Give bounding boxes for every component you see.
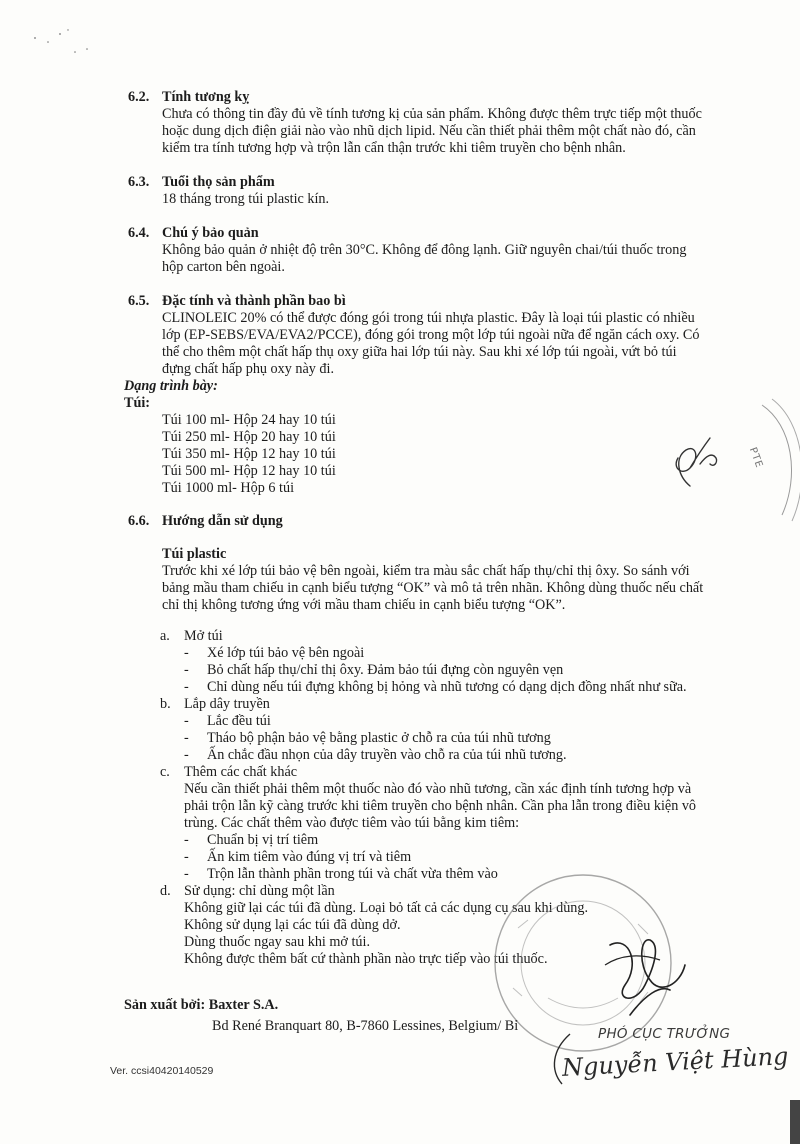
initials-mark [660,428,730,498]
section-6-4-line-2: hộp carton bên ngoài. [162,259,285,275]
presentation-label: Dạng trình bày: [124,378,218,394]
step-b-item-3-text: Ấn chắc đầu nhọn của dây truyền vào chỗ ra của túi nhũ tương. [207,747,567,763]
signature-scribble [590,925,700,1035]
step-c [0,764,800,781]
section-6-3-title: Tuổi thọ sản phẩm [162,174,275,190]
section-6-4-line-1: Không bảo quản ở nhiệt độ trên 30°C. Không để đông lạnh. Giữ nguyên chai/túi thuốc trong [162,242,687,258]
step-c-item-2: - Ấn kim tiêm vào đúng vị trí và tiêm [184,849,412,865]
step-a-letter: a. [160,628,170,644]
section-6-2-line-1: Chưa có thông tin đầy đủ về tính tương kị của sản phẩm. Không được thêm trực tiếp một thuốc [162,106,702,122]
step-b-letter: b. [160,696,171,712]
step-b-item-1-text: Lắc đều túi [207,713,271,729]
step-d-line-1: Không giữ lại các túi đã dùng. Loại bỏ tất cả các dụng cụ sau khi dùng. [184,900,589,916]
step-a [0,628,800,645]
signatory-name: Nguyễn Việt Hùng [561,1042,790,1082]
section-6-6-intro-2: bảng mầu tham chiếu in cạnh biểu tượng “OK” và mô tả trên nhãn. Không dùng thuốc nếu chất [162,580,704,596]
step-b [0,696,800,713]
section-6-5-line-3: thể cho thêm một chất hấp thụ oxy giữa hai lớp túi này. Sau khi xé lớp túi ngoài, vứt bỏ túi [162,344,677,360]
step-a-label: Mở túi [184,628,223,644]
step-a-item-3: - Chỉ dùng nếu túi đựng không bị hỏng và nhũ tương có dạng dịch đồng nhất như sữa. [184,679,687,695]
scan-specks [30,20,100,60]
step-d-label: Sử dụng: chỉ dùng một lần [184,883,335,899]
pack-item-350ml: Túi 350 ml- Hộp 12 hay 10 túi [162,446,336,462]
step-c-item-3-text: Trộn lẫn thành phần trong túi và chất vừa thêm vào [207,866,498,882]
section-6-5-line-1: CLINOLEIC 20% có thể được đóng gói trong túi nhựa plastic. Đây là loại túi plastic có nhiều [162,310,695,326]
manufacturer-address: Bd René Branquart 80, B-7860 Lessines, Belgium/ Bỉ [212,1018,519,1034]
section-6-5-line-2: lớp (EP-SEBS/EVA/EVA2/PCCE), đóng gói trong một lớp túi ngoài nữa để ngăn cách oxy. Có [162,327,700,343]
step-d-line-2: Không sử dụng lại các túi đã dùng dở. [184,917,401,933]
step-c-item-2-text: Ấn kim tiêm vào đúng vị trí và tiêm [207,849,412,865]
step-d-line-3: Dùng thuốc ngay sau khi mở túi. [184,934,371,950]
pack-item-500ml: Túi 500 ml- Hộp 12 hay 10 túi [162,463,336,479]
pack-item-100ml: Túi 100 ml- Hộp 24 hay 10 túi [162,412,336,428]
section-6-6-number: 6.6. [128,513,150,529]
pack-item-250ml: Túi 250 ml- Hộp 20 hay 10 túi [162,429,336,445]
section-6-3-number: 6.3. [128,174,150,190]
step-b-item-2-text: Tháo bộ phận bảo vệ bằng plastic ở chỗ ra của túi nhũ tương [207,730,551,746]
scan-edge [790,1100,800,1144]
step-d [0,883,800,900]
step-d-line-4: Không được thêm bất cứ thành phần nào trực tiếp vào túi thuốc. [184,951,548,967]
version-label: Ver. ccsi40420140529 [110,1065,214,1077]
section-6-5-number: 6.5. [128,293,150,309]
step-b-label: Lắp dây truyền [184,696,270,712]
section-6-6-intro-1: Trước khi xé lớp túi bảo vệ bên ngoài, kiểm tra màu sắc chất hấp thụ/chỉ thị ôxy. So sánh với [162,563,690,579]
signatory-title: PHÓ CỤC TRƯỞNG [598,1026,731,1042]
section-6-4-title: Chú ý bảo quản [162,225,259,241]
bag-label: Túi: [124,395,151,411]
step-c-letter: c. [160,764,170,780]
step-b-item-2: - Tháo bộ phận bảo vệ bằng plastic ở chỗ ra của túi nhũ tương [184,730,551,746]
signature-flourish [542,1030,582,1090]
step-a-item-1: - Xé lớp túi bảo vệ bên ngoài [184,645,365,661]
section-6-6-title: Hướng dẫn sử dụng [162,513,283,529]
step-c-item-3: - Trộn lẫn thành phần trong túi và chất vừa thêm vào [184,866,498,882]
section-6-6-intro-3: chỉ thị không tương ứng với mầu tham chiếu in cạnh biểu tượng “OK”. [162,597,566,613]
step-d-letter: d. [160,883,171,899]
step-c-item-1: - Chuẩn bị vị trí tiêm [184,832,319,848]
step-c-label: Thêm các chất khác [184,764,298,780]
pack-item-1000ml: Túi 1000 ml- Hộp 6 túi [162,480,295,496]
section-6-3-line-1: 18 tháng trong túi plastic kín. [162,191,330,207]
step-a-item-2: - Bỏ chất hấp thụ/chỉ thị ôxy. Đảm bảo túi đựng còn nguyên vẹn [184,662,564,678]
section-6-5-title: Đặc tính và thành phần bao bì [162,293,346,309]
section-6-4-number: 6.4. [128,225,150,241]
step-b-item-1: - Lắc đều túi [184,713,271,729]
step-a-item-3-text: Chỉ dùng nếu túi đựng không bị hỏng và nhũ tương có dạng dịch đồng nhất như sữa. [207,679,687,695]
section-6-2-line-2: hoặc dung dịch điện giải nào vào nhũ dịch lipid. Nếu cần thiết phải thêm một chất nào đó, cần [162,123,696,139]
section-6-2-title: Tính tương kỵ [162,89,250,105]
step-b-item-3: - Ấn chắc đầu nhọn của dây truyền vào chỗ ra của túi nhũ tương. [184,747,567,763]
manufacturer-label: Sản xuất bởi: Baxter S.A. [124,997,279,1013]
side-stamp-text: PTE [746,446,765,470]
step-c-item-1-text: Chuẩn bị vị trí tiêm [207,832,319,848]
step-c-line-1: Nếu cần thiết phải thêm một thuốc nào đó vào nhũ tương, cần xác định tính tương hợp và [184,781,692,797]
section-6-5-line-4: đựng chất hấp phụ oxy này đi. [162,361,334,377]
section-6-6-subtitle: Túi plastic [162,546,227,562]
section-6-2-number: 6.2. [128,89,150,105]
step-a-item-2-text: Bỏ chất hấp thụ/chỉ thị ôxy. Đảm bảo túi đựng còn nguyên vẹn [207,662,564,678]
step-a-item-1-text: Xé lớp túi bảo vệ bên ngoài [207,645,365,661]
step-c-line-2: phải trộn lẫn kỹ càng trước khi tiêm truyền cho bệnh nhân. Cần pha lẫn trong điều kiện vô [184,798,697,814]
step-c-line-3: trùng. Các chất thêm vào được tiêm vào túi bằng kim tiêm: [184,815,520,831]
section-6-2-line-3: kiểm tra tính tương hợp và trộn lẫn cẩn thận trước khi tiêm truyền cho bệnh nhân. [162,140,626,156]
